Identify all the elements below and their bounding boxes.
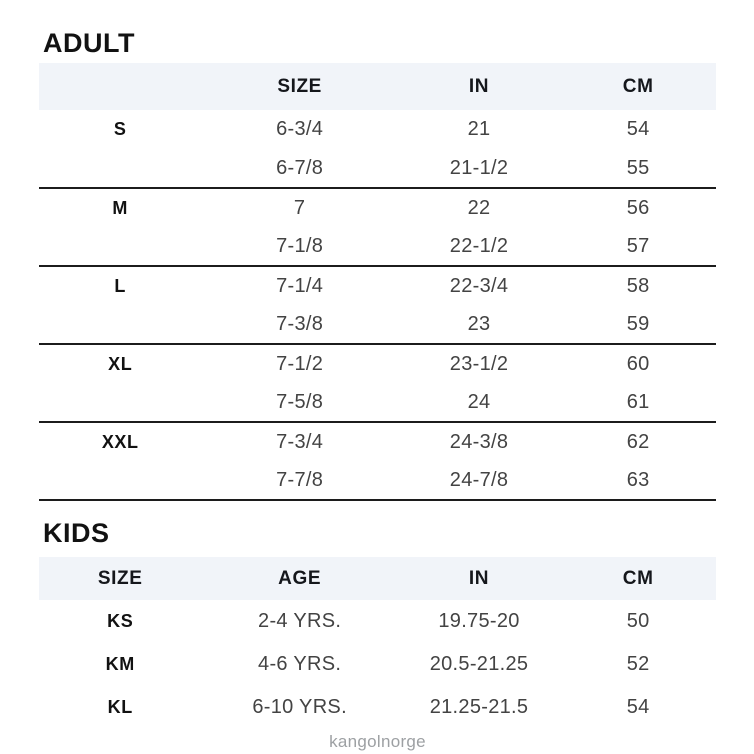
cm-cell: 62	[626, 430, 650, 453]
inches-cell: 21.25-21.5	[429, 696, 529, 718]
column-header-in: IN	[468, 567, 490, 589]
cm-cell: 54	[626, 118, 650, 140]
table-row	[39, 643, 716, 686]
table-row	[39, 422, 716, 461]
cm-cell: 63	[626, 468, 650, 491]
hat-size-cell: 7-1/8	[276, 234, 324, 257]
age-cell: 6-10 YRS.	[252, 696, 347, 718]
table-row	[39, 600, 716, 643]
column-header-age: AGE	[278, 567, 322, 589]
cm-cell: 50	[626, 610, 650, 632]
column-header-blank	[39, 63, 201, 110]
kids-header-row	[39, 557, 716, 600]
inches-cell: 21	[467, 118, 491, 140]
column-header-in: IN	[468, 75, 490, 97]
kids-section-title: KIDS	[43, 518, 110, 548]
column-header-size: SIZE	[277, 75, 322, 97]
size-group-label	[39, 227, 201, 266]
size-group-label: S	[113, 119, 127, 139]
hat-size-cell: 7-3/4	[276, 430, 324, 453]
inches-cell: 20.5-21.25	[429, 653, 529, 675]
hat-size-cell: 7	[293, 196, 306, 219]
kids-size-label: KL	[107, 697, 133, 717]
adult-header-row	[39, 63, 716, 110]
inches-cell: 21-1/2	[449, 156, 509, 179]
column-header-size: SIZE	[97, 567, 143, 589]
table-row	[39, 110, 716, 149]
inches-cell: 22	[467, 196, 491, 219]
hat-size-cell: 7-3/8	[276, 312, 324, 335]
cm-cell: 57	[626, 234, 650, 257]
kids-size-table	[39, 557, 716, 729]
table-row	[39, 188, 716, 227]
brand-watermark: kangolnorge	[329, 732, 426, 751]
hat-size-cell: 7-1/2	[276, 352, 324, 375]
hat-size-cell: 7-7/8	[276, 468, 324, 491]
adult-size-table	[39, 63, 716, 501]
size-group-label	[39, 149, 201, 188]
table-row	[39, 227, 716, 266]
table-row	[39, 149, 716, 188]
size-group-label: XL	[108, 353, 133, 374]
cm-cell: 60	[626, 352, 650, 375]
adult-section-title: ADULT	[43, 28, 135, 58]
hat-size-cell: 7-5/8	[276, 390, 324, 413]
size-group-label	[39, 383, 201, 422]
kids-size-label: KS	[107, 611, 134, 631]
kids-size-label: KM	[105, 654, 135, 674]
inches-cell: 23-1/2	[449, 352, 509, 375]
age-cell: 2-4 YRS.	[258, 610, 342, 632]
inches-cell: 24	[467, 390, 491, 413]
table-row	[39, 305, 716, 344]
size-group-label	[39, 305, 201, 344]
column-header-cm: CM	[622, 75, 654, 97]
size-group-label: L	[114, 275, 127, 296]
cm-cell: 61	[626, 390, 650, 413]
cm-cell: 52	[626, 653, 650, 675]
size-group-label: M	[112, 197, 129, 218]
table-row	[39, 686, 716, 729]
hat-size-cell: 6-3/4	[276, 118, 324, 140]
inches-cell: 22-1/2	[449, 234, 509, 257]
cm-cell: 59	[626, 312, 650, 335]
hat-size-cell: 6-7/8	[276, 156, 324, 179]
cm-cell: 55	[626, 156, 650, 179]
cm-cell: 54	[626, 696, 650, 718]
cm-cell: 58	[626, 274, 650, 297]
cm-cell: 56	[626, 196, 650, 219]
size-group-label	[39, 461, 201, 500]
hat-size-cell: 7-1/4	[276, 274, 324, 297]
table-row	[39, 461, 716, 500]
inches-cell: 19.75-20	[438, 610, 520, 632]
table-row	[39, 383, 716, 422]
table-row	[39, 266, 716, 305]
column-header-cm: CM	[622, 567, 654, 589]
inches-cell: 24-3/8	[449, 430, 509, 453]
inches-cell: 24-7/8	[449, 468, 509, 491]
table-row	[39, 344, 716, 383]
inches-cell: 22-3/4	[449, 274, 509, 297]
size-group-label: XXL	[101, 431, 139, 452]
age-cell: 4-6 YRS.	[258, 653, 342, 675]
inches-cell: 23	[467, 312, 491, 335]
